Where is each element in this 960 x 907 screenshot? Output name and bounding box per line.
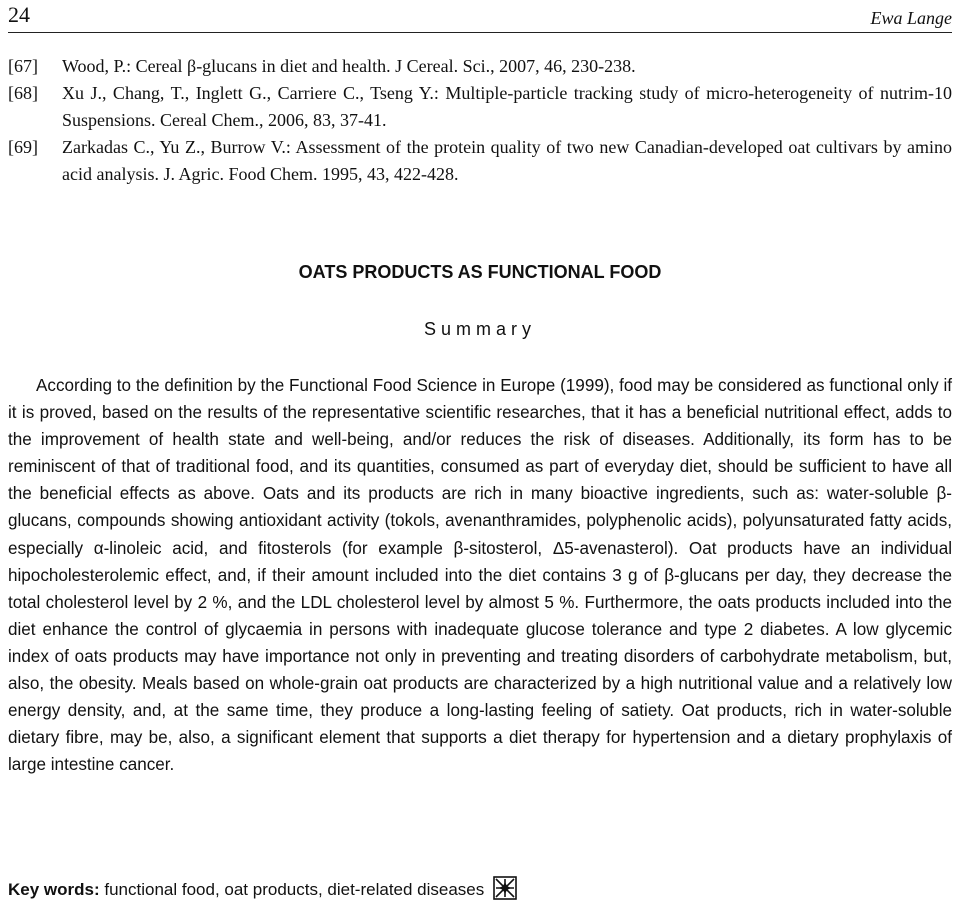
reference-list — [8, 53, 952, 188]
reference-text: Xu J., Chang, T., Inglett G., Carriere C., Tseng Y.: Multiple-particle tracking study of micro-heterogeneity of nutrim-10 Suspensions. Cereal Chem., 2006, 83, 37-41. — [62, 83, 952, 130]
reference-item — [8, 80, 952, 134]
page-number: 24 — [8, 2, 30, 27]
reference-item — [8, 53, 952, 80]
reference-number: [68] — [8, 83, 38, 103]
reference-text: Wood, P.: Cereal β-glucans in diet and health. J Cereal. Sci., 2007, 46, 230-238. — [62, 56, 636, 76]
section-title: OATS PRODUCTS AS FUNCTIONAL FOOD — [298, 262, 662, 282]
abstract-paragraph: According to the definition by the Functional Food Science in Europe (1999), food may be considered as functional only if it is proved, based on the results of the representative scientific researches, that it has a beneficial nutritional effect, adds to the improvement of health state and well-being, and/or reduces the risk of diseases. Additionally, its form has to be reminiscent of that of traditional food, and its quantities, consumed as part of everyday diet, should be sufficient to have all the beneficial effects as above. Oats and its products are rich in many bioactive ingredients, such as: water-soluble β-glucans, compounds showing antioxidant activity (tokols, avenanthramides, polyphenolic acids), polyunsaturated fatty acids, especially α-linoleic acid, and fitosterols (for example β-sitosterol, Δ5-avenasterol). Oat products have an individual hipocholesterolemic effect, and, if their amount included into the diet contains 3 g of β-glucans per day, they decrease the total cholesterol level by 2 %, and the LDL cholesterol level by almost 5 %. Furthermore, the oats products included into the diet enhance the control of glycaemia in persons with inadequate glucose tolerance and type 2 diabetes. A low glycemic index of oats products may have importance not only in preventing and treating disorders of carbohydrate metabolism, but, also, the obesity. Meals based on whole-grain oat products are characterized by a high nutritional value and a relatively low energy density, and, at the same time, they produce a long-lasting feeling of satiety. Oat products, rich in water-soluble dietary fibre, may be, also, a significant element that supports a diet therapy for hypertension and a dietary prophylaxis of large intestine cancer. — [8, 376, 952, 775]
reference-number: [69] — [8, 137, 38, 157]
keywords-text: functional food, oat products, diet-related diseases — [99, 880, 485, 899]
page-header — [8, 2, 952, 33]
summary-heading: Summary — [423, 319, 536, 339]
reference-item — [8, 134, 952, 188]
keywords-line — [8, 876, 952, 907]
reference-number: [67] — [8, 56, 38, 76]
ornamental-end-mark-icon — [493, 876, 517, 907]
keywords-label: Key words: — [8, 880, 100, 899]
reference-text: Zarkadas C., Yu Z., Burrow V.: Assessment of the protein quality of two new Canadian-developed oat cultivars by amino acid analysis. J. Agric. Food Chem. 1995, 43, 422-428. — [62, 137, 952, 184]
running-head-author: Ewa Lange — [870, 8, 952, 28]
